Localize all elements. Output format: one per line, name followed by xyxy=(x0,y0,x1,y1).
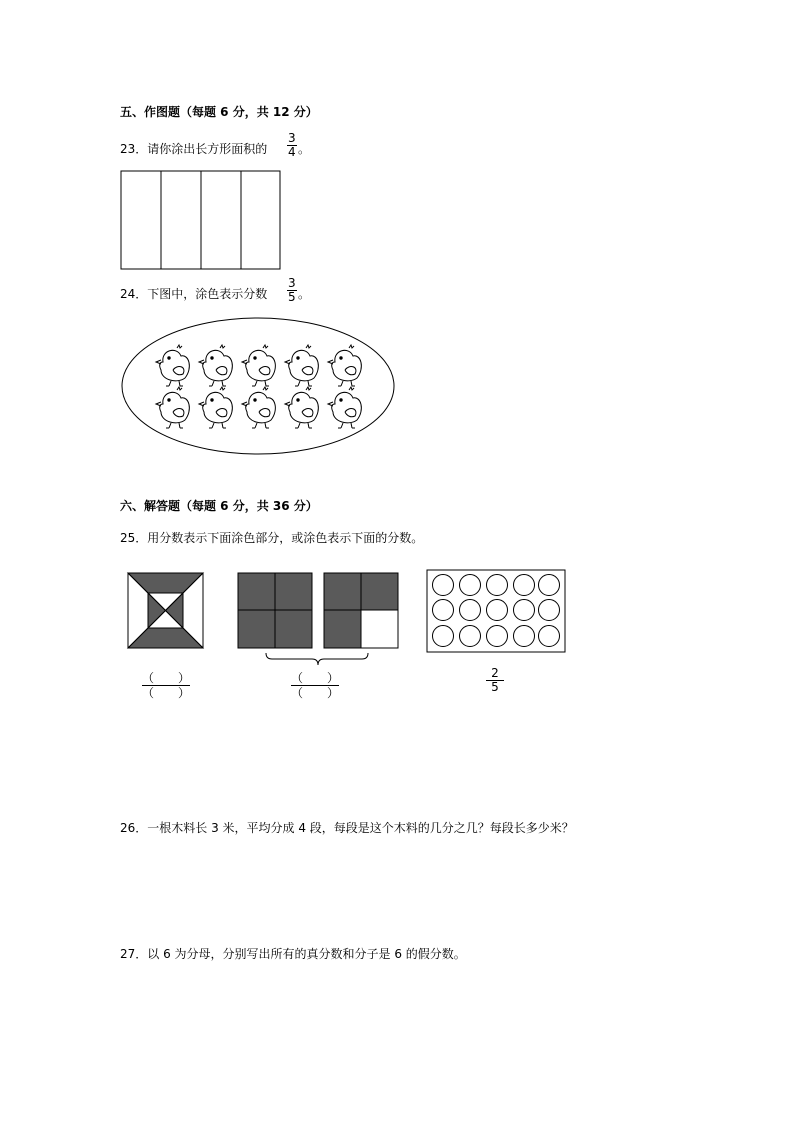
circle-cell[interactable] xyxy=(539,575,560,596)
circle-cell[interactable] xyxy=(514,626,535,647)
section-heading-5: 五、作图题（每题 6 分，共 12 分） xyxy=(120,105,318,119)
q25-grid-left xyxy=(238,573,312,648)
question-24-text: 24．下图中，涂色表示分数 xyxy=(120,287,268,301)
circle-group[interactable] xyxy=(433,575,560,647)
circle-cell[interactable] xyxy=(514,575,535,596)
blank-numerator: （ ） xyxy=(142,671,191,685)
q25-square-figure xyxy=(128,573,203,648)
q23-rectangle[interactable] xyxy=(121,171,280,269)
fraction-numerator: 2 xyxy=(491,666,499,680)
circle-cell[interactable] xyxy=(487,600,508,621)
circle-cell[interactable] xyxy=(487,626,508,647)
q25-grid-right xyxy=(324,573,398,648)
circle-cell[interactable] xyxy=(539,626,560,647)
question-27-text: 27．以 6 为分母，分别写出所有的真分数和分子是 6 的假分数。 xyxy=(120,947,466,961)
fraction-denominator: 4 xyxy=(288,145,296,159)
circle-cell[interactable] xyxy=(514,600,535,621)
circle-cell[interactable] xyxy=(487,575,508,596)
circle-cell[interactable] xyxy=(433,575,454,596)
question-24-end: 。 xyxy=(298,287,311,301)
circle-cell[interactable] xyxy=(460,575,481,596)
blank-denominator: （ ） xyxy=(291,686,340,700)
circle-cell[interactable] xyxy=(433,600,454,621)
circle-cell[interactable] xyxy=(460,600,481,621)
question-26-text: 26．一根木料长 3 米，平均分成 4 段，每段是这个木料的几分之几？每段长多少米？ xyxy=(120,821,574,835)
fraction-denominator: 5 xyxy=(288,290,296,304)
question-25-text: 25．用分数表示下面涂色部分，或涂色表示下面的分数。 xyxy=(120,531,424,545)
section-heading-6: 六、解答题（每题 6 分，共 36 分） xyxy=(120,499,318,513)
fraction-numerator: 3 xyxy=(288,276,296,290)
circle-cell[interactable] xyxy=(539,600,560,621)
blank-numerator: （ ） xyxy=(291,671,340,685)
blank-denominator: （ ） xyxy=(142,686,191,700)
brace xyxy=(266,653,368,665)
circle-cell[interactable] xyxy=(460,626,481,647)
circle-cell[interactable] xyxy=(433,626,454,647)
fraction-numerator: 3 xyxy=(288,131,296,145)
question-23-text: 23．请你涂出长方形面积的 xyxy=(120,142,268,156)
question-23-end: 。 xyxy=(298,142,311,156)
fraction-denominator: 5 xyxy=(486,680,504,694)
